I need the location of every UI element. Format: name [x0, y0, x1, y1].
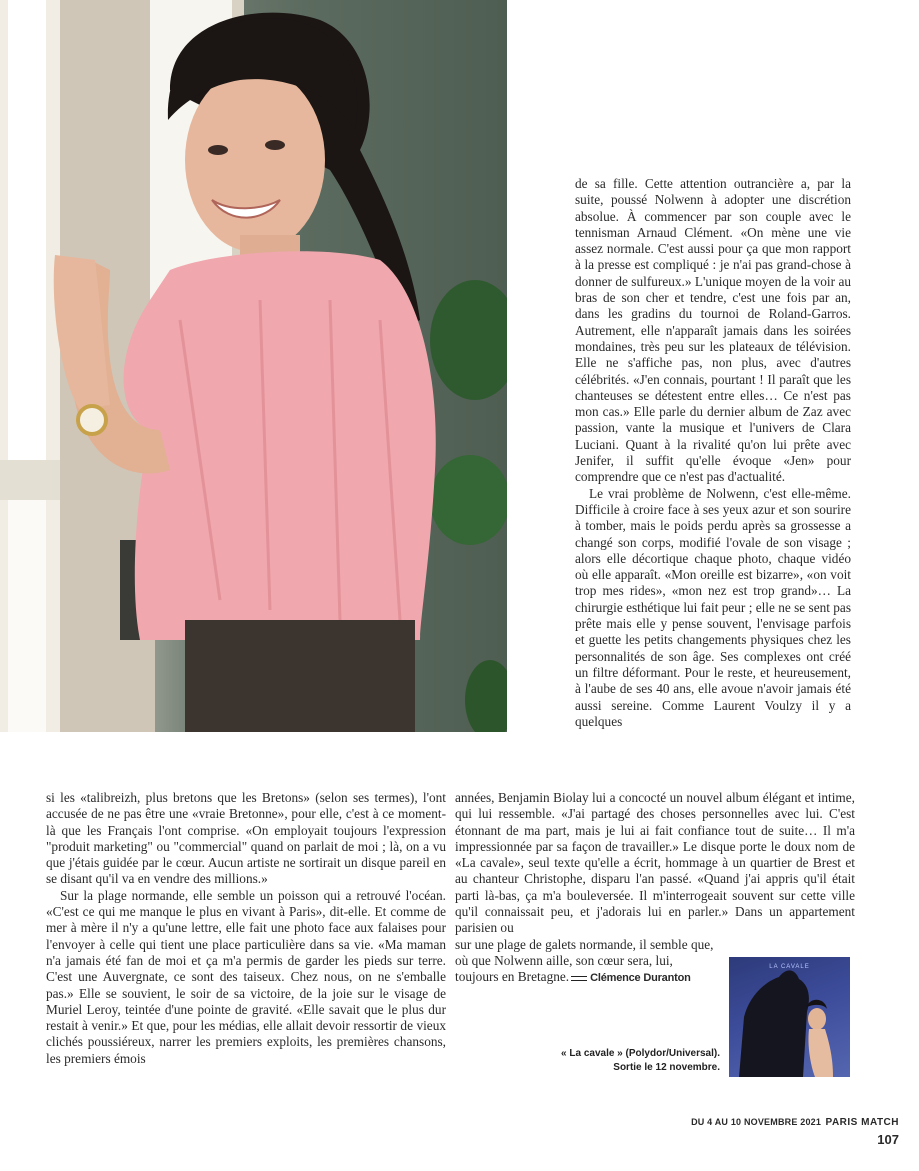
page-number: 107	[877, 1132, 899, 1147]
paragraph: années, Benjamin Biolay lui a concocté un nouvel album élégant et intime, qui lui ressemble. «J'ai partagé des choses personnelles avec lui. C'est étonnant de ma part, mais je lui ai fait confiance tout de suite… Il m'a impressionnée par sa façon de travailler.» Le disque porte le doux nom de «La cavale», seul texte qu'elle a écrit, hommage à un quartier de Brest et au chanteur Christophe, disparu l'an passé. «Quand j'ai appris qu'il était parti là-bas, ça m'a bouleversée. Il m'interrogeait souvent sur cette ville qu'il connaissait peu, et j'adorais lui en parler.» Dans un appartement parisien ou	[455, 790, 855, 936]
album-cover	[729, 957, 850, 1077]
magazine-name: PARIS MATCH	[825, 1117, 899, 1128]
signature-mark	[571, 976, 587, 981]
article-column-right	[575, 176, 851, 730]
paragraph: Sur la plage normande, elle semble un poisson qui a retrouvé l'océan. «C'est ce qui me manque le plus en vivant à Paris», dit-elle. Et comme de mer à mère il n'y a qu'une lettre, elle fait une photo face aux falaises pour l'envoyer à celle qui tient une place particulière dans sa vie. «Ma maman n'a jamais été fan de moi et ça m'a permis de garder les pieds sur terre. C'est une Auvergnate, ce sont des taiseux. Chez nous, on ne s'emballe pas.» Elle se souvient, le soir de sa victoire, de la joie sur le visage de Muriel Leroy, teintée d'une pointe de gravité. «Elle savait que le plus dur restait à venir.» Et que, pour les médias, elle allait devoir ressortir de vieux clichés poussiéreux, narrer les premiers exploits, les premières chansons, les premiers émois	[46, 887, 446, 1066]
paragraph: si les «talibreizh, plus bretons que les Bretons» (selon ses termes), l'ont accusée de ne pas être une «vraie Bretonne», pour elle, c'est à ce moment-là que les Français l'ont comprise. «On employait toujours l'expression "produit marketing" ou "commercial" quand on parlait de moi ; là, on a vu que j'étais guidée par le cœur. Aucun artiste ne sortirait un disque pareil en se disant qu'il va en vendre des millions.»	[46, 790, 446, 887]
portrait-photo	[0, 0, 507, 732]
paragraph: de sa fille. Cette attention outrancière a, par la suite, poussé Nolwenn à adopter une discrétion absolue. À commencer par son couple avec le tennisman Arnaud Clément. «On mène une vie assez normale. C'est aussi pour ça que mon rapport à la presse est compliqué : je n'ai pas grand-chose à donner de sulfureux.» L'unique moyen de la voir au bras de son cher et tendre, c'est une fois par an, dans les gradins du tournoi de Roland-Garros. Autrement, elle n'apparaît jamais dans les soirées mondaines, très peu sur les plateaux de télévision. Elle ne s'affiche pas, non plus, avec d'autres célébrités. «J'en connais, pourtant ! Il paraît que les chanteuses se détestent entre elles… Ce n'est pas mon cas.» Elle parle du dernier album de Zaz avec passion, vante la musique et l'univers de Clara Luciani. Quant à la rivalité qu'on lui prête avec Jenifer, il suffit qu'elle évoque «Jen» pour comprendre que ce n'est pas d'actualité.	[575, 176, 851, 485]
paragraph: Le vrai problème de Nolwenn, c'est elle-même. Difficile à croire face à ses yeux azur et son sourire à tomber, mais le poids perdu après sa grossesse a changé son corps, modifié l'ovale de son visage ; alors elle décortique chaque photo, chaque vidéo où elle apparaît. «Mon oreille est bizarre», «on voit trop mes rides», «mon nez est trop grand»… La chirurgie esthétique lui fait peur ; elle ne se sent pas prête mais elle y pense souvent, l'envisage parfois et guette les petits changements physiques chez les personnalités de son âge. Ses complexes ont créé un filtre déformant. Pour le reste, et heureusement, à l'aube de ses 40 ans, elle avoue n'avoir jamais été aussi sereine. Comme Laurent Voulzy il y a quelques	[575, 485, 851, 729]
album-cover-title: LA CAVALE	[769, 964, 810, 970]
album-cover-art	[729, 957, 850, 1077]
album-caption	[520, 1047, 720, 1075]
portrait-illustration	[0, 0, 507, 732]
closing-paragraph: sur une plage de galets normande, il semble que, où que Nolwenn aille, son cœur sera, lui, toujours en Bretagne.	[455, 936, 714, 985]
author-signature: Clémence Duranton	[590, 972, 691, 985]
article-column-left	[46, 790, 446, 1067]
album-caption-title: « La cavale » (Polydor/Universal).	[561, 1048, 720, 1059]
page-footer	[691, 1112, 899, 1147]
closing-text	[455, 937, 717, 987]
album-caption-date: Sortie le 12 novembre.	[613, 1062, 720, 1073]
issue-date: DU 4 AU 10 NOVEMBRE 2021	[691, 1117, 822, 1127]
